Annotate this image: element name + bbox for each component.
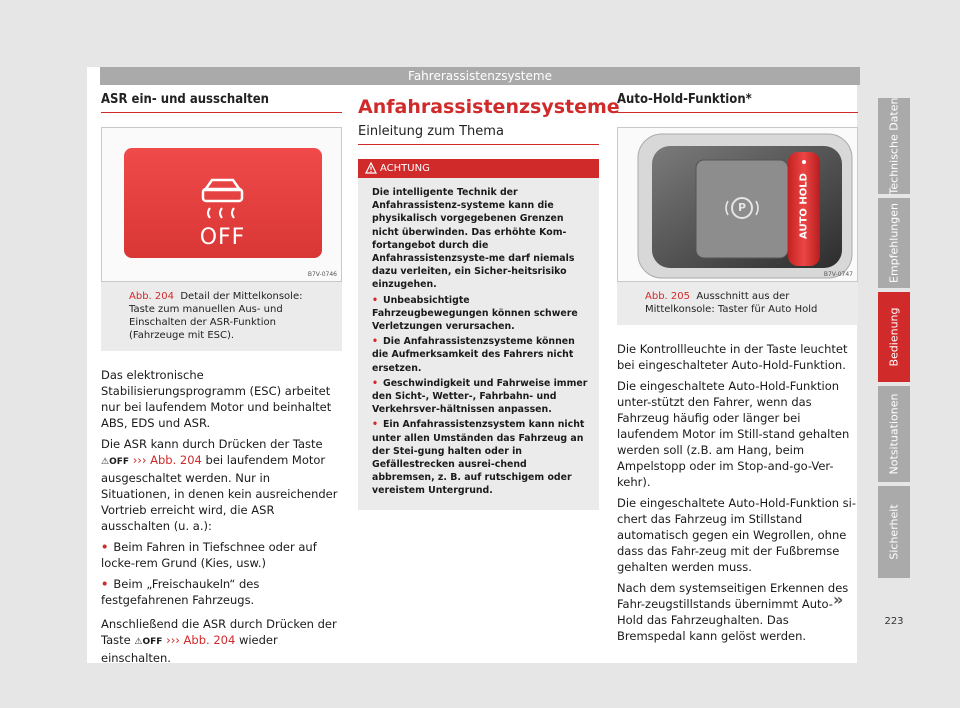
figure-asr-button: [101, 127, 342, 282]
bullet-item: • Beim „Freischaukeln“ des festgefahrenen Fahrzeugs.: [101, 576, 342, 608]
continue-arrow-icon: »: [833, 590, 844, 609]
section-heading: Anfahrassistenzsysteme: [358, 96, 620, 118]
tab-sicherheit[interactable]: [878, 486, 910, 578]
warning-item: • Geschwindigkeit und Fahrweise immer den Sicht-, Wetter-, Fahrbahn- und Verkehrsver-hältnissen anpassen.: [372, 377, 589, 417]
asr-off-inline-icon: ⚠OFF: [134, 637, 163, 647]
warning-intro: Die intelligente Technik der Anfahrassistenz-systeme kann die physikalisch vorgegebenen Grenzen nicht überwinden. Das erhöhte Kom-fortangebot durch die Anfahrassistenzsyste-me darf niemals dazu verleiten, ein Sicher-heitsrisiko einzugehen.: [372, 187, 575, 291]
warning-item: • Unbeabsichtigte Fahrzeugbewegungen können schwere Verletzungen verursachen.: [372, 294, 589, 334]
chapter-header: Fahrerassistenzsysteme: [100, 67, 860, 85]
tab-label: Empfehlungen: [887, 203, 901, 283]
paragraph: Das elektronische Stabilisierungsprogramm (ESC) arbeitet nur bei laufendem Motor und beinhaltet ABS, EDS und ASR.: [101, 368, 332, 430]
column-auto-hold: [617, 92, 858, 649]
paragraph: Nach dem systemseitigen Erkennen des Fahr-zeugstillstands übernimmt Auto-Hold das Fahrzeughalten. Das Bremspedal kann gelöst werden.: [617, 581, 849, 643]
bullet-item: • Beim Fahren in Tiefschnee oder auf locke-rem Grund (Kies, usw.): [101, 539, 342, 571]
paragraph: Die eingeschaltete Auto-Hold-Funktion unter-stützt den Fahrer, wenn das Fahrzeug häufig oder länger bei laufendem Motor im Still-stand gehalten werden soll (z.B. am Hang, beim Ampelstopp oder im Stop-and-go-Ver-kehr).: [617, 379, 850, 489]
asr-body-text: [101, 367, 342, 666]
warning-label: ACHTUNG: [380, 163, 430, 174]
tab-label: Bedienung: [887, 307, 901, 367]
figure-caption-text: Detail der Mittelkonsole: Taste zum manuellen Aus- und Einschalten der ASR-Funktion (Fahrzeuge mit ESC).: [129, 291, 303, 341]
paragraph: Die Kontrollleuchte in der Taste leuchtet bei eingeschalteter Auto-Hold-Funktion.: [617, 342, 848, 372]
tab-label: Sicherheit: [887, 504, 901, 560]
figure-caption: [101, 282, 342, 351]
page-number: 223: [884, 616, 904, 627]
figure-label: Abb. 205: [645, 291, 690, 302]
asr-off-icon-label: OFF: [109, 457, 130, 467]
warning-triangle-icon: [365, 162, 377, 174]
figure-auto-hold: [617, 127, 858, 282]
warning-item: • Die Anfahrassistenzsysteme können die Aufmerksamkeit des Fahrers nicht ersetzen.: [372, 335, 589, 375]
auto-hold-body-text: [617, 341, 858, 644]
figure-reference-link[interactable]: ››› Abb. 204: [166, 633, 236, 647]
warning-box: [358, 159, 599, 510]
figure-label: Abb. 204: [129, 291, 174, 302]
tab-label: Notsituationen: [887, 393, 901, 475]
section-title-asr: ASR ein- und ausschalten: [101, 92, 342, 113]
text-run: bei laufendem Motor ausgeschaltet werden. Nur in Situationen, in denen kein ausreichender Vortrieb erreicht wird, die ASR ausschalten (u. a.):: [101, 453, 338, 533]
auto-hold-button-label: AUTO HOLD: [798, 173, 810, 239]
warning-item: • Ein Anfahrassistenzsystem kann nicht unter allen Umständen das Fahrzeug an der Stei-gung halten oder in Gefällestrecken ausrei-chend abbremsen, z. B. auf rutschigem oder vereistem Untergrund.: [372, 418, 589, 497]
text-run: wieder einschalten.: [101, 633, 278, 665]
parking-brake-p-icon: P: [737, 201, 747, 214]
warning-header: [358, 159, 599, 178]
tab-empfehlungen[interactable]: [878, 198, 910, 288]
asr-off-inline-icon: ⚠OFF: [101, 457, 130, 467]
column-asr: [101, 92, 342, 671]
text-run: Die ASR kann durch Drücken der Taste: [101, 437, 323, 451]
asr-off-button-image: [102, 128, 342, 282]
paragraph: [101, 616, 342, 666]
figure-code: B7V-0746: [307, 271, 337, 278]
section-title-auto-hold: Auto-Hold-Funktion*: [617, 92, 858, 113]
figure-caption: [617, 282, 858, 325]
paragraph: Die eingeschaltete Auto-Hold-Funktion si-chert das Fahrzeug im Stillstand automatisch gegen ein Wegrollen, ohne dass das Fahr-zeug mit der Fußbremse gehalten werden muss.: [617, 496, 857, 574]
paragraph: [101, 436, 342, 534]
figure-caption-text: Ausschnitt aus der Mittelkonsole: Taster für Auto Hold: [645, 291, 818, 315]
asr-button-off-label: OFF: [199, 225, 246, 250]
asr-off-icon-label: OFF: [142, 637, 163, 647]
tab-notsituationen[interactable]: [878, 386, 910, 482]
column-anfahr: [358, 96, 620, 510]
figure-code: B7V-0747: [823, 271, 853, 278]
tab-technische-daten[interactable]: [878, 98, 910, 194]
warning-body: [358, 178, 599, 510]
text-run: Anschließend die ASR durch Drücken der Taste: [101, 617, 337, 647]
section-subtitle: Einleitung zum Thema: [358, 124, 599, 145]
figure-reference-link[interactable]: ››› Abb. 204: [132, 453, 202, 467]
chapter-tabs: [878, 98, 910, 582]
tab-bedienung[interactable]: [878, 292, 910, 382]
tab-label: Technische Daten: [887, 97, 901, 195]
